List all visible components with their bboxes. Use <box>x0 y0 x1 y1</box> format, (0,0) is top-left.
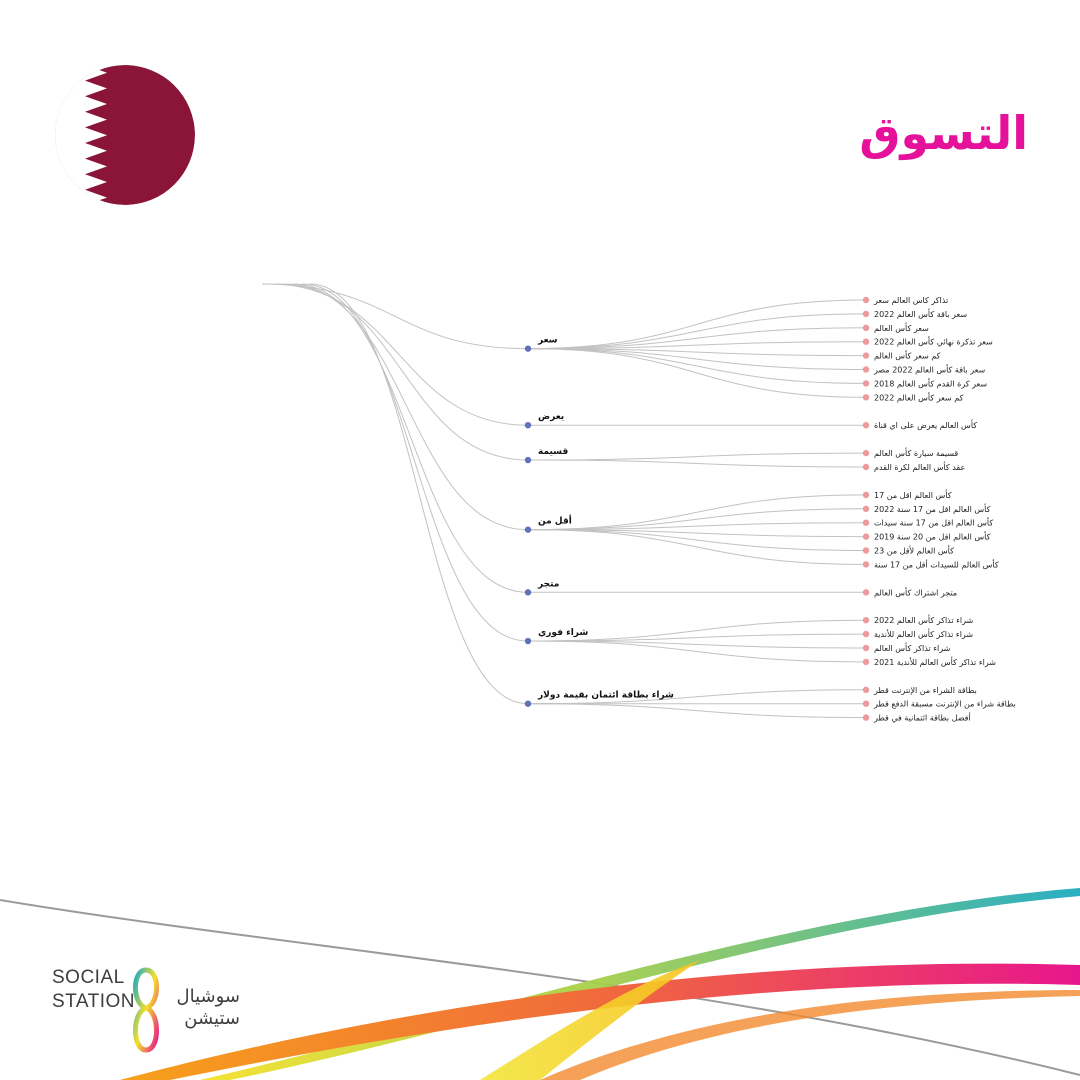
leaf-node <box>863 701 869 707</box>
brand-ar-line2: ستيشن <box>184 1008 240 1029</box>
brand-en-line1: SOCIAL <box>52 967 125 988</box>
branch-node <box>525 526 531 532</box>
leaf-label: سعر باقة كأس العالم 2022 مصر <box>874 365 986 375</box>
leaf-label: كأس العالم اقل من 17 <box>874 490 952 500</box>
branch-node <box>525 701 531 707</box>
leaf-node <box>863 464 869 470</box>
brand-name-arabic <box>170 986 240 1030</box>
leaf-label: متجر اشتراك كأس العالم <box>874 588 958 598</box>
leaf-label: شراء تذاكر كأس العالم <box>874 644 951 653</box>
branch-label: سعر <box>538 335 558 346</box>
leaf-node <box>863 380 869 386</box>
leaf-node <box>863 617 869 623</box>
leaf-node <box>863 533 869 539</box>
branch-leaf-link <box>528 349 866 398</box>
leaf-node <box>863 659 869 665</box>
page-title: التسوق <box>859 106 1028 160</box>
leaf-label: سعر كرة القدم كأس العالم 2018 <box>874 379 988 389</box>
leaf-label: كأس العالم يعرض على اي قناة <box>874 421 978 431</box>
leaf-label: قسيمة سيارة كأس العالم <box>874 449 959 459</box>
leaf-node <box>863 561 869 567</box>
brand-name-english <box>52 966 135 1014</box>
branch-leaf-link <box>528 300 866 349</box>
branch-node <box>525 589 531 595</box>
leaf-node <box>863 366 869 372</box>
leaf-node <box>863 352 869 358</box>
brand-en-line2: STATION <box>52 991 136 1012</box>
branch-label: شراء بطاقة ائتمان بقيمة دولار <box>538 690 674 701</box>
leaf-label: كأس العالم لأقل من 23 <box>874 546 954 556</box>
brand-ar-line1: سوشيال <box>176 986 240 1007</box>
branch-node <box>525 457 531 463</box>
leaf-node <box>863 297 869 303</box>
leaf-label: شراء تذاكر كأس العالم للأندية <box>874 630 974 640</box>
leaf-node <box>863 506 869 512</box>
branch-node <box>525 422 531 428</box>
infinity-eight-icon <box>126 966 166 1056</box>
root-branch-link <box>262 284 528 349</box>
brand-logo <box>52 966 252 1056</box>
leaf-node <box>863 645 869 651</box>
leaf-node <box>863 547 869 553</box>
leaf-node <box>863 492 869 498</box>
leaf-label: بطاقة شراء من الإنترنت مسبقة الدفع قطر <box>874 699 1016 709</box>
root-branch-link <box>302 284 528 641</box>
branch-leaf-link <box>528 453 866 460</box>
leaf-label: كم سعر كأس العالم 2022 <box>874 393 964 403</box>
leaf-node <box>863 714 869 720</box>
leaf-label: بطاقة الشراء من الإنترنت قطر <box>874 685 977 695</box>
branch-node <box>525 638 531 644</box>
leaf-label: كم سعر كأس العالم <box>874 351 941 361</box>
tree-labels <box>537 296 1016 723</box>
branch-leaf-link <box>528 349 866 384</box>
leaf-node <box>863 394 869 400</box>
leaf-label: كأس العالم للسيدات أقل من 17 سنة <box>874 560 999 570</box>
leaf-label: كأس العالم اقل من 20 سنة 2019 <box>874 532 991 542</box>
root-branch-link <box>270 284 528 425</box>
leaf-label: سعر تذكرة نهائي كأس العالم 2022 <box>874 337 993 347</box>
tree-nodes <box>525 297 869 721</box>
root-branch-link <box>286 284 528 530</box>
leaf-label: شراء تذاكر كأس العالم للأندية 2021 <box>874 657 996 667</box>
branch-label: أقل من <box>538 516 572 527</box>
leaf-node <box>863 450 869 456</box>
leaf-label: كأس العالم اقل من 17 سنة سيدات <box>874 518 994 528</box>
branch-label: شراء فوري <box>538 628 589 639</box>
branch-leaf-link <box>528 530 866 565</box>
leaf-label: أفضل بطاقة ائتمانية في قطر <box>874 713 971 723</box>
root-branch-link <box>294 284 528 592</box>
branch-label: قسيمة <box>538 447 569 458</box>
branch-leaf-link <box>528 460 866 467</box>
leaf-node <box>863 339 869 345</box>
leaf-label: سعر باقة كأس العالم 2022 <box>874 309 968 319</box>
tree-links <box>262 284 866 718</box>
leaf-node <box>863 687 869 693</box>
leaf-node <box>863 520 869 526</box>
branch-label: متجر <box>538 579 560 590</box>
leaf-label: تذاكر كاس العالم سعر <box>874 296 949 305</box>
leaf-node <box>863 589 869 595</box>
branch-node <box>525 345 531 351</box>
leaf-node <box>863 422 869 428</box>
leaf-node <box>863 311 869 317</box>
leaf-node <box>863 325 869 331</box>
branch-leaf-link <box>528 314 866 349</box>
branch-leaf-link <box>528 495 866 530</box>
leaf-label: كأس العالم اقل من 17 سنة 2022 <box>874 504 991 514</box>
leaf-label: عقد كأس العالم لكرة القدم <box>874 463 966 472</box>
leaf-label: شراء تذاكر كأس العالم 2022 <box>874 616 974 626</box>
branch-leaf-link <box>528 704 866 718</box>
leaf-label: سعر كأس العالم <box>874 323 929 333</box>
leaf-node <box>863 631 869 637</box>
branch-label: يعرض <box>538 412 565 423</box>
